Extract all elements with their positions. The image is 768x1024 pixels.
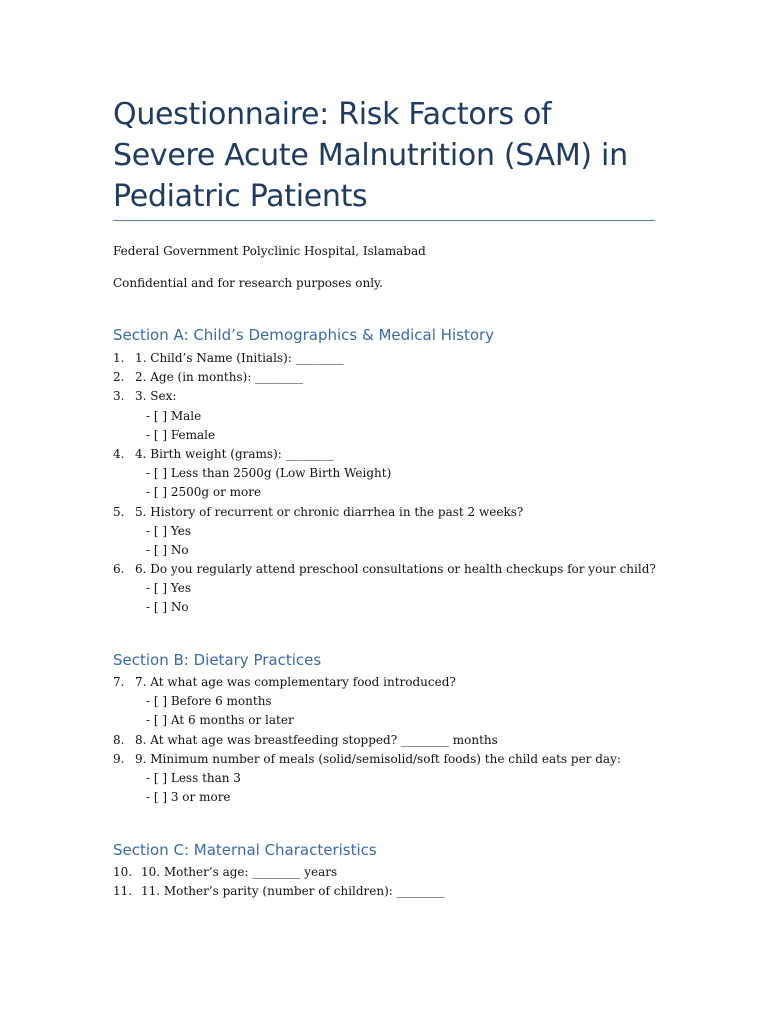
option-yes[interactable]: - [ ] Yes [146, 581, 191, 596]
section-a-heading: Section A: Child’s Demographics & Medical History [113, 326, 495, 344]
question-number: 10. [113, 865, 133, 879]
question-text: 10. Mother’s age: ________ years [141, 865, 338, 879]
option-female[interactable]: - [ ] Female [146, 427, 216, 442]
question-1 [113, 349, 673, 368]
section-c-heading: Section C: Maternal Characteristics [113, 841, 377, 859]
question-text: 7. At what age was complementary food introduced? [135, 675, 456, 689]
option-low-birth-weight[interactable]: - [ ] Less than 2500g (Low Birth Weight) [146, 466, 392, 481]
question-5 [113, 503, 673, 561]
question-number: 4. [113, 446, 125, 461]
question-3 [113, 387, 673, 445]
question-6 [113, 560, 673, 618]
question-11 [113, 882, 673, 901]
question-text: 2. Age (in months): ________ [135, 370, 304, 385]
hospital-name: Federal Government Polyclinic Hospital, Islamabad [113, 244, 426, 258]
question-10 [113, 863, 673, 882]
option-male[interactable]: - [ ] Male [146, 408, 202, 423]
question-text: 6. Do you regularly attend preschool consultations or health checkups for your child? [135, 562, 656, 577]
question-number: 3. [113, 389, 125, 404]
question-7 [113, 673, 673, 731]
question-number: 11. [113, 884, 133, 899]
question-text: 11. Mother’s parity (number of children): ________ [141, 884, 445, 899]
option-no[interactable]: - [ ] No [146, 600, 189, 615]
option-3-or-more[interactable]: - [ ] 3 or more [146, 790, 231, 805]
option-yes[interactable]: - [ ] Yes [146, 523, 191, 538]
question-text: 3. Sex: [135, 389, 177, 404]
question-number: 8. [113, 732, 125, 747]
question-8 [113, 731, 673, 750]
confidentiality-note: Confidential and for research purposes only. [113, 276, 384, 290]
question-number: 9. [113, 751, 125, 766]
option-2500g-or-more[interactable]: - [ ] 2500g or more [146, 485, 262, 500]
question-number: 5. [113, 504, 125, 519]
question-text: 9. Minimum number of meals (solid/semisolid/soft foods) the child eats per day: [135, 751, 621, 766]
section-b-questions [113, 673, 673, 807]
document-title: Questionnaire: Risk Factors of Severe Acute Malnutrition (SAM) in Pediatric Patients [113, 97, 628, 214]
question-text: 8. At what age was breastfeeding stopped? ________ months [135, 732, 498, 747]
section-a-questions [113, 349, 673, 618]
option-no[interactable]: - [ ] No [146, 542, 189, 557]
option-before-6-months[interactable]: - [ ] Before 6 months [146, 694, 272, 709]
question-number: 2. [113, 370, 125, 385]
question-text: 1. Child’s Name (Initials): ________ [135, 351, 344, 365]
question-4 [113, 445, 673, 503]
title-divider [113, 220, 655, 221]
question-9 [113, 750, 673, 808]
question-text: 4. Birth weight (grams): ________ [135, 446, 334, 461]
question-text: 5. History of recurrent or chronic diarrhea in the past 2 weeks? [135, 504, 524, 519]
section-b-heading: Section B: Dietary Practices [113, 651, 322, 669]
option-less-than-3[interactable]: - [ ] Less than 3 [146, 770, 241, 785]
question-number: 6. [113, 562, 125, 577]
question-number: 7. [113, 675, 125, 689]
section-c-questions [113, 863, 673, 901]
question-number: 1. [113, 351, 125, 365]
question-2 [113, 368, 673, 387]
option-6-months-or-later[interactable]: - [ ] At 6 months or later [146, 713, 294, 728]
